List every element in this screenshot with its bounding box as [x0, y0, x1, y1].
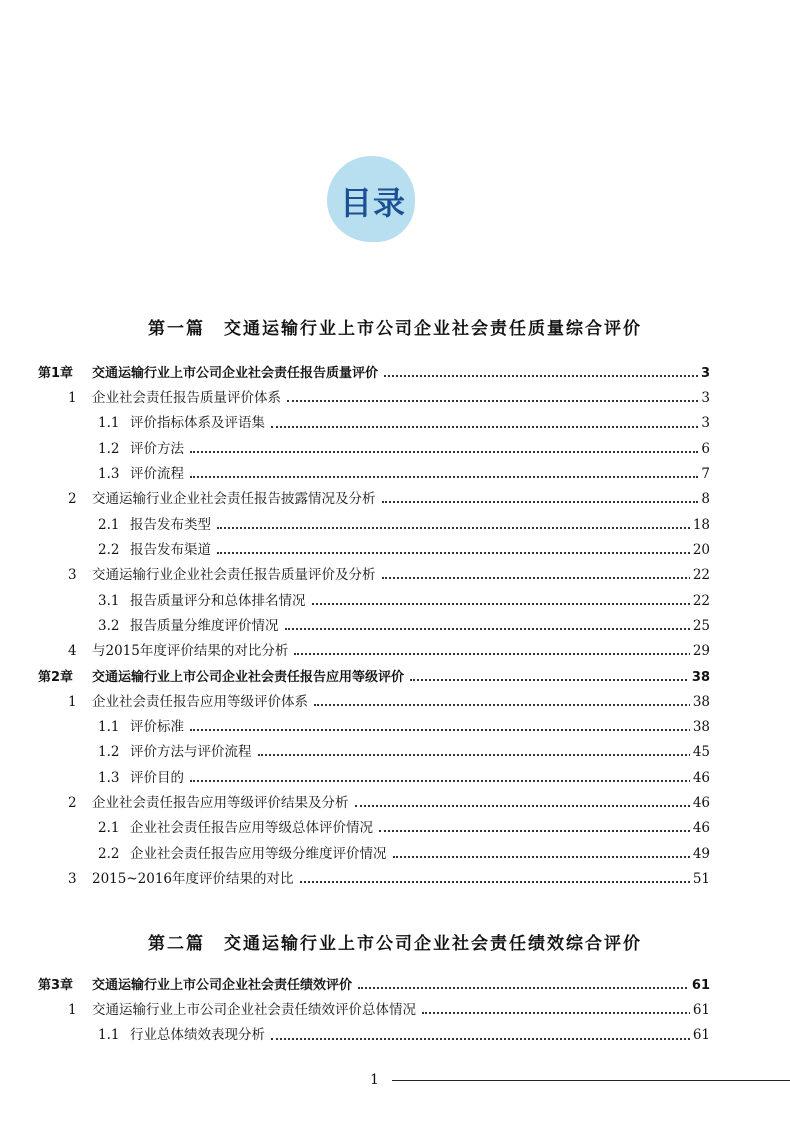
- part-2-toc: [0, 973, 790, 1049]
- toc-entry-number: 1.3: [98, 769, 120, 786]
- part-2-title: 第二篇 交通运输行业上市公司企业社会责任绩效综合评价: [148, 934, 642, 954]
- dot-leader: [190, 476, 698, 478]
- toc-entry-title: 交通运输行业企业社会责任报告披露情况及分析: [92, 493, 380, 507]
- toc-entry-number: 第1章: [38, 366, 74, 382]
- toc-entry-title: 报告质量分维度评价情况: [130, 620, 283, 634]
- dot-leader: [379, 830, 698, 832]
- toc-entry[interactable]: [0, 842, 790, 867]
- dot-leader: [190, 729, 698, 731]
- toc-entry-number: 1: [68, 1002, 77, 1019]
- dot-leader: [355, 805, 698, 807]
- toc-entry-title: 与2015年度评价结果的对比分析: [92, 645, 292, 659]
- toc-header: [0, 0, 790, 260]
- toc-entry-page: 8: [698, 493, 710, 507]
- dot-leader: [271, 426, 698, 428]
- toc-entry-page: 38: [689, 671, 710, 684]
- toc-entry-page: 3: [698, 392, 710, 406]
- toc-entry-page: 61: [690, 1029, 710, 1043]
- toc-entry-number: 2: [68, 794, 77, 811]
- dot-leader: [287, 400, 698, 402]
- toc-entry[interactable]: [0, 462, 790, 487]
- toc-entry-page: 6: [698, 443, 710, 457]
- toc-entry-title: 企业社会责任报告应用等级总体评价情况: [130, 822, 377, 836]
- toc-entry[interactable]: [0, 715, 790, 740]
- toc-entry-page: 46: [690, 797, 710, 811]
- dot-leader: [382, 577, 698, 579]
- toc-entry-page: 29: [690, 645, 710, 659]
- toc-entry-number: 1.2: [98, 440, 120, 457]
- toc-entry-number: 4: [68, 643, 77, 660]
- page-title: 目录: [339, 184, 406, 222]
- toc-entry-page: 38: [690, 696, 710, 710]
- dot-leader: [314, 704, 698, 706]
- toc-entry[interactable]: [0, 538, 790, 563]
- dot-leader: [271, 1038, 698, 1040]
- toc-entry[interactable]: [0, 361, 790, 386]
- toc-entry[interactable]: [0, 487, 790, 512]
- toc-entry-page: 3: [698, 367, 710, 380]
- toc-entry-title: 企业社会责任报告应用等级评价体系: [92, 696, 312, 710]
- toc-entry-number: 1: [68, 390, 77, 407]
- toc-entry[interactable]: [0, 412, 790, 437]
- toc-entry-page: 22: [690, 595, 710, 609]
- toc-entry-title: 2015~2016年度评价结果的对比: [92, 873, 298, 887]
- toc-entry-number: 2.1: [98, 820, 120, 837]
- toc-entry-title: 评价方法与评价流程: [130, 746, 256, 760]
- toc-entry-page: 7: [698, 468, 710, 482]
- dot-leader: [190, 780, 698, 782]
- toc-entry[interactable]: [0, 614, 790, 639]
- toc-entry[interactable]: [0, 513, 790, 538]
- toc-entry-number: 1.2: [98, 744, 120, 761]
- toc-entry[interactable]: [0, 740, 790, 765]
- toc-entry-title: 报告发布渠道: [130, 544, 215, 558]
- dot-leader: [422, 1012, 698, 1014]
- toc-entry-number: 1.1: [98, 1027, 120, 1044]
- dot-leader: [410, 679, 698, 681]
- toc-entry-title: 报告质量评分和总体排名情况: [130, 595, 310, 609]
- dot-leader: [312, 603, 698, 605]
- toc-entry-title: 行业总体绩效表现分析: [130, 1029, 269, 1043]
- toc-entry-number: 3.1: [98, 592, 120, 609]
- dot-leader: [382, 501, 698, 503]
- toc-entry[interactable]: [0, 973, 790, 998]
- toc-entry-number: 第3章: [38, 978, 74, 994]
- footer-rule: [392, 1080, 790, 1081]
- toc-entry-title: 交通运输行业上市公司企业社会责任绩效评价: [92, 979, 356, 992]
- toc-entry[interactable]: [0, 816, 790, 841]
- toc-entry-title: 评价目的: [130, 772, 188, 786]
- toc-entry-number: 1.1: [98, 415, 120, 432]
- toc-entry-number: 3: [68, 567, 77, 584]
- toc-entry-page: 22: [690, 569, 710, 583]
- toc-entry-title: 交通运输行业上市公司企业社会责任报告质量评价: [92, 367, 382, 380]
- dot-leader: [384, 375, 698, 377]
- toc-entry-page: 38: [690, 721, 710, 735]
- dot-leader: [217, 527, 698, 529]
- part-1-toc: [0, 361, 790, 892]
- toc-entry[interactable]: [0, 639, 790, 664]
- toc-entry-page: 51: [690, 873, 710, 887]
- toc-entry-number: 1: [68, 693, 77, 710]
- toc-entry-number: 2.1: [98, 516, 120, 533]
- dot-leader: [300, 881, 698, 883]
- toc-entry-page: 61: [690, 1004, 710, 1018]
- toc-entry-number: 2.2: [98, 845, 120, 862]
- toc-entry[interactable]: [0, 386, 790, 411]
- toc-entry-number: 1.3: [98, 466, 120, 483]
- toc-entry-title: 报告发布类型: [130, 519, 215, 533]
- toc-entry-page: 49: [690, 848, 710, 862]
- toc-entry-number: 2.2: [98, 541, 120, 558]
- toc-entry-number: 3: [68, 870, 77, 887]
- toc-entry-number: 第2章: [38, 669, 74, 685]
- toc-entry-title: 交通运输行业企业社会责任报告质量评价及分析: [92, 569, 380, 583]
- toc-entry-title: 评价标准: [130, 721, 188, 735]
- toc-entry-title: 评价指标体系及评语集: [130, 417, 269, 431]
- toc-entry[interactable]: [0, 766, 790, 791]
- dot-leader: [285, 628, 698, 630]
- toc-entry-page: 46: [690, 772, 710, 786]
- dot-leader: [258, 754, 698, 756]
- toc-entry[interactable]: [0, 589, 790, 614]
- toc-entry[interactable]: [0, 563, 790, 588]
- toc-entry-page: 20: [690, 544, 710, 558]
- toc-entry[interactable]: [0, 1024, 790, 1049]
- toc-entry-title: 评价流程: [130, 468, 188, 482]
- toc-entry-page: 18: [690, 519, 710, 533]
- dot-leader: [190, 451, 698, 453]
- toc-entry[interactable]: [0, 437, 790, 462]
- toc-entry-page: 45: [690, 746, 710, 760]
- page-number: 1: [370, 1072, 379, 1088]
- toc-entry-title: 交通运输行业上市公司企业社会责任绩效评价总体情况: [92, 1004, 420, 1018]
- toc-entry[interactable]: [0, 665, 790, 690]
- toc-entry[interactable]: [0, 690, 790, 715]
- toc-entry-title: 企业社会责任报告应用等级评价结果及分析: [92, 797, 353, 811]
- dot-leader: [358, 987, 698, 989]
- dot-leader: [294, 653, 698, 655]
- toc-entry-title: 企业社会责任报告应用等级分维度评价情况: [130, 848, 391, 862]
- toc-entry-title: 评价方法: [130, 443, 188, 457]
- toc-entry[interactable]: [0, 791, 790, 816]
- toc-entry-page: 46: [690, 822, 710, 836]
- dot-leader: [393, 856, 698, 858]
- dot-leader: [217, 552, 698, 554]
- toc-entry-number: 2: [68, 491, 77, 508]
- toc-entry-title: 交通运输行业上市公司企业社会责任报告应用等级评价: [92, 671, 408, 684]
- toc-entry[interactable]: [0, 867, 790, 892]
- toc-entry-page: 25: [690, 620, 710, 634]
- toc-entry-number: 3.2: [98, 617, 120, 634]
- toc-entry-title: 企业社会责任报告质量评价体系: [92, 392, 285, 406]
- toc-entry-number: 1.1: [98, 719, 120, 736]
- part-1-title: 第一篇 交通运输行业上市公司企业社会责任质量综合评价: [148, 319, 642, 339]
- toc-entry[interactable]: [0, 998, 790, 1023]
- toc-entry-page: 61: [689, 979, 710, 992]
- toc-entry-page: 3: [698, 417, 710, 431]
